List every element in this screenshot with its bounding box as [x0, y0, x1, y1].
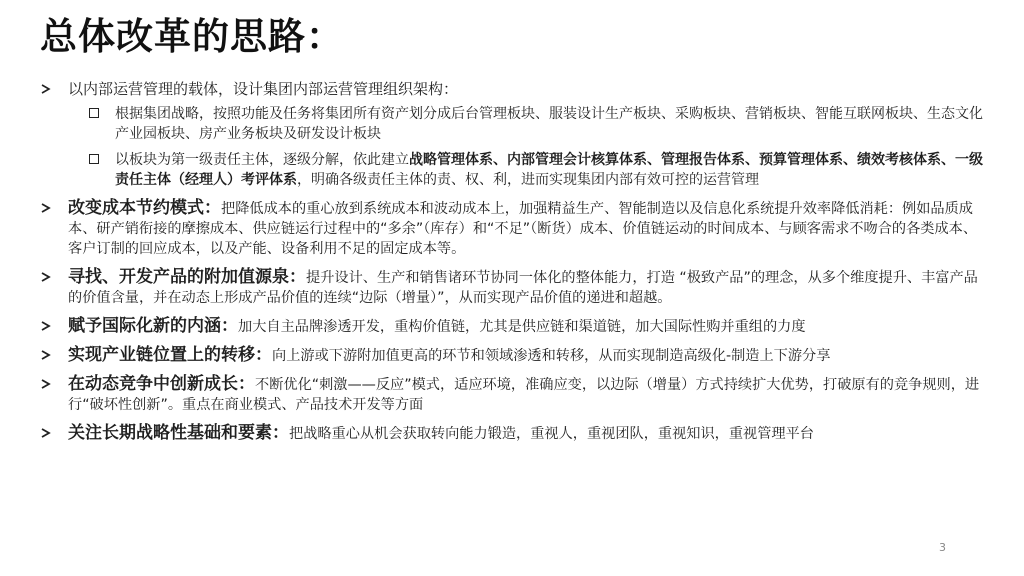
sub-list-item: [38, 150, 995, 190]
page-number: 3: [939, 541, 946, 554]
item-lead: 赋予国际化新的内涵：: [68, 316, 238, 336]
item-text: 把降低成本的重心放到系统成本和波动成本上，加强精益生产、智能制造以及信息化系统提升效率降低消耗：例如品质成本、研产销衔接的摩擦成本、供应链运行过程中的“多余”（库存）和“不足”（断货）成本、价值链运动的时间成本、与顾客需求不吻合的各类成本、客户订制的回应成本，以及产能、设备利用不足的固定成本等。: [68, 201, 978, 257]
item-lead: 关注长期战略性基础和要素：: [68, 423, 289, 443]
item-lead: 在动态竞争中创新成长：: [68, 374, 255, 394]
list-item: [38, 198, 988, 259]
arrow-bullet-icon: [40, 267, 51, 287]
list-item: [38, 316, 988, 337]
arrow-bullet-icon: [40, 423, 51, 443]
item-text: 提升设计、生产和销售诸环节协同一体化的整体能力，打造 “极致产品”的理念，从多个维度提升、丰富产品的价值含量，并在动态上形成产品价值的连续“边际（增量）”，从而实现产品价值的递进和超越。: [68, 270, 978, 306]
sub-item-text-post: ，明确各级责任主体的责、权、利，进而实现集团内部有效可控的运营管理: [297, 172, 759, 188]
item-lead: 寻找、开发产品的附加值源泉：: [68, 267, 306, 287]
sub-list-item: [38, 104, 995, 144]
item-text: 向上游或下游附加值更高的环节和领域渗透和转移，从而实现制造高级化-制造上下游分享: [272, 348, 831, 364]
sub-item-text-pre: 以板块为第一级责任主体，逐级分解，依此建立: [115, 152, 409, 168]
checkbox-bullet-icon: [89, 108, 99, 118]
item-text: 以内部运营管理的载体，设计集团内部运营管理组织架构：: [68, 80, 459, 98]
item-text: 不断优化“刺激——反应”模式，适应环境，准确应变，以边际（增量）方式持续扩大优势，打破原有的竞争规则，进行“破坏性创新”。重点在商业模式、产品技术开发等方面: [68, 377, 980, 413]
arrow-bullet-icon: [40, 345, 51, 365]
list-item: [38, 374, 988, 415]
item-lead: 实现产业链位置上的转移：: [68, 345, 272, 365]
slide-title: 总体改革的思路：: [40, 15, 344, 58]
list-item: [38, 267, 988, 308]
content-list: [38, 79, 988, 452]
item-text: 把战略重心从机会获取转向能力锻造，重视人，重视团队，重视知识，重视管理平台: [289, 426, 814, 442]
arrow-bullet-icon: [40, 316, 51, 336]
checkbox-bullet-icon: [89, 154, 99, 164]
item-text: 加大自主品牌渗透开发，重构价值链，尤其是供应链和渠道链，加大国际性购并重组的力度: [238, 319, 806, 335]
arrow-bullet-icon: [40, 374, 51, 394]
sub-item-text: 根据集团战略，按照功能及任务将集团所有资产划分成后台管理板块、服装设计生产板块、采购板块、营销板块、智能互联网板块、生态文化产业园板块、房产业务板块及研发设计板块: [115, 106, 983, 142]
arrow-bullet-icon: [40, 198, 51, 218]
sub-item-text-bold: 战略管理体系、内部管理会计核算体系、管理报告体系、预算管理体系、绩效考核体系、一级责任主体（经理人）考评体系: [115, 152, 983, 188]
item-lead: 改变成本节约模式：: [68, 198, 221, 218]
list-item: [38, 79, 988, 100]
list-item: [38, 423, 988, 444]
arrow-bullet-icon: [40, 79, 51, 99]
list-item: [38, 345, 988, 366]
